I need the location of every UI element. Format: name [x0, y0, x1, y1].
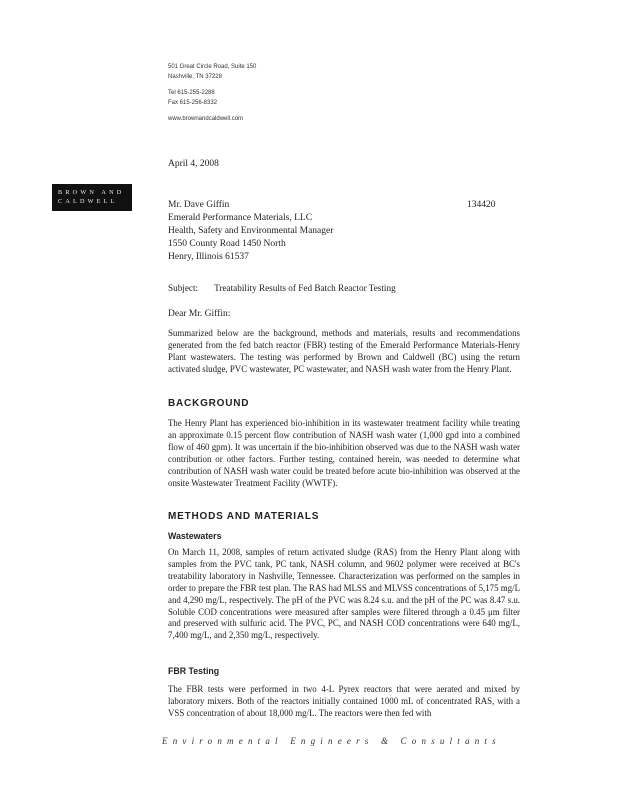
- address-line-2: Nashville, TN 37228: [168, 74, 222, 80]
- recipient-company: Emerald Performance Materials, LLC: [168, 213, 313, 223]
- reference-number: 134420: [467, 200, 496, 210]
- salutation: Dear Mr. Giffin:: [168, 309, 231, 319]
- address-line-1: 501 Great Circle Road, Suite 150: [168, 64, 257, 70]
- footer-tagline: Environmental Engineers & Consultants: [162, 736, 501, 746]
- intro-paragraph: Summarized below are the background, methods and materials, results and recommendations generated from the fed batch reactor (FBR) testing of the Emerald Performance Materials-Henry Plant wastewaters. The testing was performed by Brown and Caldwell (BC) using the return activated sludge, PVC wastewater, PC wastewater, and NASH wash water from the Henry Plant.: [168, 328, 520, 374]
- recipient-city: Henry, Illinois 61537: [168, 252, 249, 262]
- methods-heading: METHODS AND MATERIALS: [168, 511, 320, 522]
- recipient-name: Mr. Dave Giffin: [168, 200, 230, 210]
- telephone: Tel 615-255-2288: [168, 90, 215, 96]
- letter-date: April 4, 2008: [168, 159, 219, 169]
- wastewaters-paragraph: On March 11, 2008, samples of return activated sludge (RAS) from the Henry Plant along with samples from the PVC tank, PC tank, NASH column, and 9602 polymer were received at BC's treatability laboratory in Nashville, Tennessee. Characterization was performed on the samples in order to prepare the FBR test plan. The RAS had MLSS and MLVSS concentrations of 5,175 mg/L and 4,290 mg/L, respectively. The pH of the PVC was 8.24 s.u. and the pH of the PC was 8.47 s.u. Soluble COD concentrations were measured after samples were filtered through a 0.45 μm filter and preserved with sulfuric acid. The PVC, PC, and NASH COD concentrations were 640 mg/L, 7,400 mg/L, and 2,350 mg/L, respectively.: [168, 547, 521, 641]
- background-paragraph: The Henry Plant has experienced bio-inhibition in its wastewater treatment facility while treating an approximate 0.15 percent flow contribution of NASH wash water (1,000 gpd into a combined flow of 460 gpm). It was uncertain if the bio-inhibition observed was due to the NASH wash water contribution or other factors. Further testing, contained herein, was needed to determine what contribution of NASH wash water could be treated before acute bio-inhibition was observed at the onsite Wastewater Treatment Facility (WWTF).: [168, 418, 520, 488]
- background-heading: BACKGROUND: [168, 398, 250, 409]
- logo-line-2: CALDWELL: [58, 198, 118, 205]
- recipient-street: 1550 County Road 1450 North: [168, 239, 286, 249]
- letterhead-address: [168, 62, 256, 124]
- fax: Fax 615-256-8332: [168, 100, 218, 106]
- wastewaters-heading: Wastewaters: [168, 531, 222, 541]
- subject-text: Treatability Results of Fed Batch Reactor Testing: [214, 283, 396, 293]
- subject-label: Subject:: [168, 283, 199, 293]
- fbr-testing-paragraph: The FBR tests were performed in two 4-L Pyrex reactors that were aerated and mixed by laboratory mixers. Both of the reactors initially contained 1000 mL of concentrated RAS, with a VSS concentration of about 18,000 mg/L. The reactors were then fed with: [168, 684, 520, 718]
- website-link[interactable]: www.brownandcaldwell.com: [168, 116, 244, 122]
- company-logo: [52, 184, 132, 211]
- subject-line: [168, 283, 396, 293]
- recipient-title: Health, Safety and Environmental Manager: [168, 226, 334, 236]
- recipient-block: [168, 199, 333, 264]
- fbr-testing-heading: FBR Testing: [168, 666, 220, 676]
- logo-line-1: BROWN AND: [58, 189, 125, 196]
